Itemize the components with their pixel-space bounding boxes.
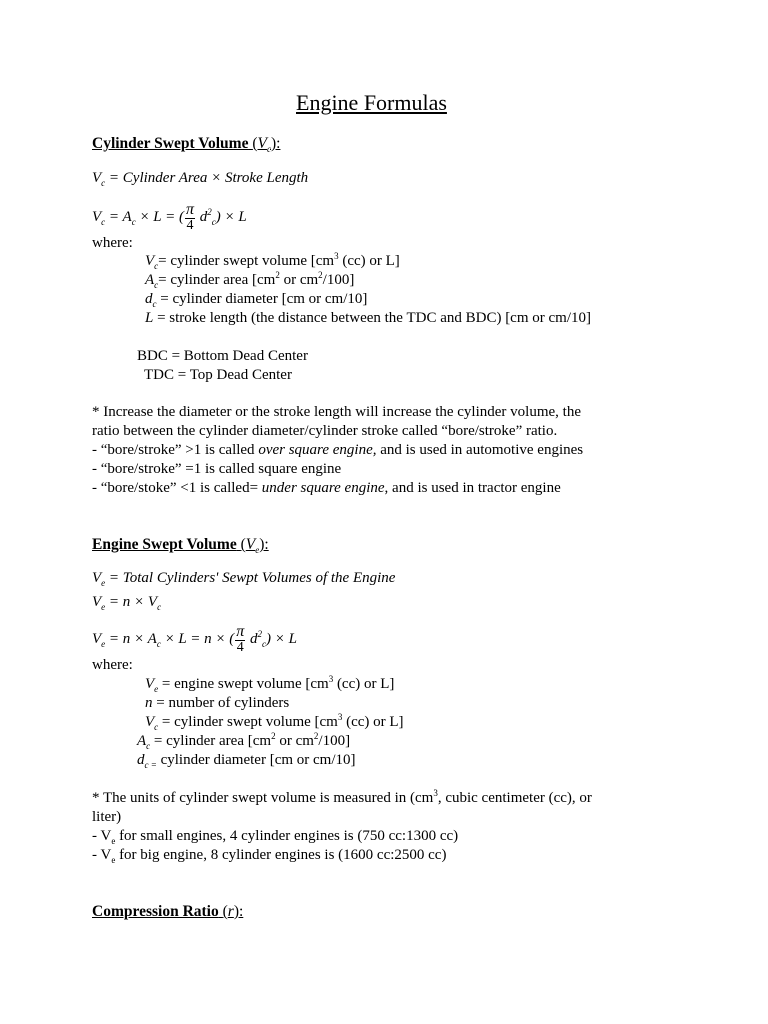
heading-symbol: $V_c$ <box>257 135 271 155</box>
def-cylinder-swept-volume: $V_c=$ cylinder swept volume [$cm^3$ (cc) or L] <box>145 251 400 271</box>
page-title: Engine Formulas <box>296 90 447 115</box>
note-line-2: ratio between the cylinder diameter/cylinder stroke called “bore/stroke” ratio. <box>92 423 558 439</box>
note-line-1: * Increase the diameter or the stroke length will increase the cylinder volume, the <box>92 404 581 420</box>
def-cylinder-area: $A_c=$ cylinder area [$cm^2$ or $cm^2/100$] <box>145 270 355 290</box>
bullet-big-engines: - $V_e$ for big engine, 8 cylinder engines is (1600 cc:2500 cc) <box>92 847 447 865</box>
formula-engine-volume-expanded: $V_e = n \times A_c \times L = n$ × ( $\frac{\pi}{4}$ $d^2_c) \times L$ <box>92 623 297 655</box>
def-tdc: TDC = Top Dead Center <box>144 367 292 383</box>
def-number-of-cylinders: n = number of cylinders <box>145 695 290 711</box>
heading-symbol: r <box>227 903 234 920</box>
def-bdc: BDC = Bottom Dead Center <box>137 348 308 364</box>
heading-text: Compression Ratio <box>92 903 219 920</box>
def-stroke-length: L = stroke length (the distance between the TDC and BDC) [cm or cm/10] <box>145 310 591 326</box>
pi-over-four-fraction: $\frac{\pi}{4}$ <box>236 623 245 655</box>
heading-symbol: $V_e$ <box>245 536 260 556</box>
formula-cylinder-volume-expanded: $V_c = A_c \times L$ = ( $\frac{\pi}{4}$ $d^2_c) \times L$ <box>92 201 247 233</box>
units-note-line-2: liter) <box>92 809 122 825</box>
section-heading-cylinder-swept-volume: Cylinder Swept Volume $(V_c)$: <box>92 135 281 155</box>
bullet-over-square: - “bore/stroke” >1 is called over square engine, and is used in automotive engines <box>92 442 584 458</box>
heading-text: Cylinder Swept Volume <box>92 135 249 152</box>
where-label: where: <box>92 235 133 251</box>
heading-text: Engine Swept Volume <box>92 536 237 553</box>
def-engine-swept-volume: $V_e$ = engine swept volume [$cm^3$ (cc) or L] <box>145 674 395 694</box>
formula-engine-volume-n: $V_e = n \times V_c$ <box>92 594 162 612</box>
def-cylinder-diameter-2: $d_{c =}$ cylinder diameter [cm or cm/10] <box>137 752 356 770</box>
def-cylinder-area-2: $A_c$ = cylinder area [$cm^2$ or $cm^2/100$] <box>137 731 351 751</box>
def-cylinder-swept-volume-2: $V_c$ = cylinder swept volume [$cm^3$ (cc) or L] <box>145 712 404 732</box>
bullet-square: - “bore/stroke” =1 is called square engine <box>92 461 342 477</box>
formula-engine-volume-definition: $V_e$ = Total Cylinders' Sewpt Volumes of the Engine <box>92 570 396 588</box>
pi-over-four-fraction: $\frac{\pi}{4}$ <box>186 201 195 233</box>
section-heading-engine-swept-volume: Engine Swept Volume $(V_e)$: <box>92 536 269 556</box>
def-cylinder-diameter: $d_c$ = cylinder diameter [cm or cm/10] <box>145 291 368 309</box>
formula-cylinder-volume-definition: $V_c$ = Cylinder Area × Stroke Length <box>92 170 309 188</box>
bullet-small-engines: - $V_e$ for small engines, 4 cylinder engines is (750 cc:1300 cc) <box>92 828 459 846</box>
bullet-under-square: - “bore/stoke” <1 is called= under square engine, and is used in tractor engine <box>92 480 561 496</box>
section-heading-compression-ratio: Compression Ratio (r): <box>92 903 244 920</box>
where-label: where: <box>92 657 133 673</box>
units-note-line-1: * The units of cylinder swept volume is measured in ($cm^3$, cubic centimeter (cc), or <box>92 788 592 806</box>
